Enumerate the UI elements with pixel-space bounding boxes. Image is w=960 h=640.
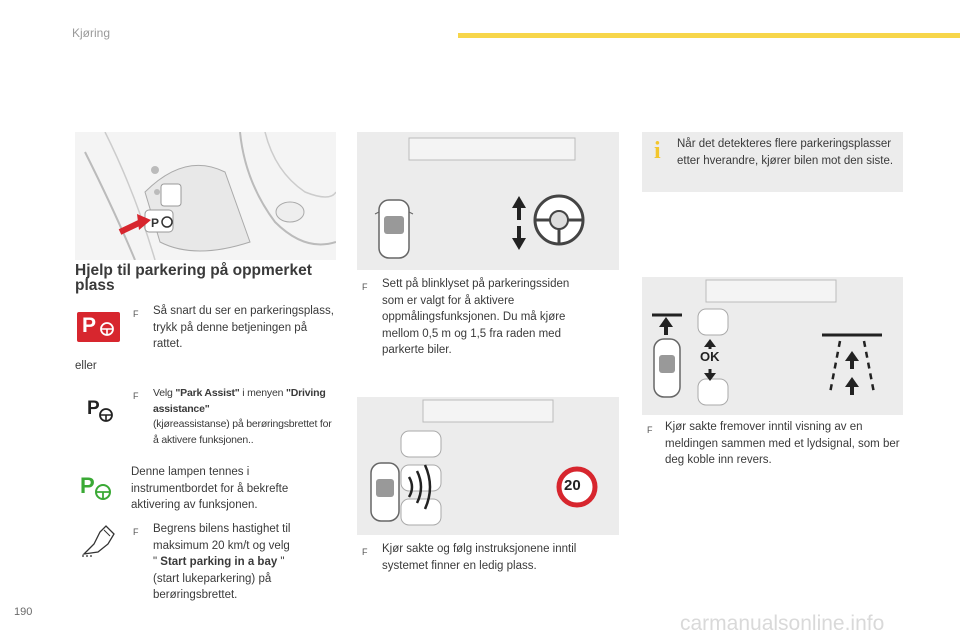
bullet-icon: F bbox=[362, 282, 368, 292]
park-letter: P bbox=[80, 473, 95, 498]
speed-sign-label: 20 bbox=[564, 477, 581, 494]
col2-step2: Kjør sakte og følg instruksjonene inntil systemet finner en ledig plass. bbox=[382, 543, 577, 572]
car-icon bbox=[375, 200, 413, 258]
footer-watermark: carmanualsonline.info bbox=[680, 612, 885, 635]
svg-text:P: P bbox=[151, 216, 160, 230]
park-letter: P bbox=[87, 398, 100, 419]
info-icon: i bbox=[654, 138, 661, 164]
col1-step2: Velg "Park Assist" i menyen "Driving assistance" (kjøreassistanse) på berøringsbrettet for å aktivere funksjonen.. bbox=[153, 387, 332, 446]
info-box bbox=[642, 132, 903, 192]
col1-step3: Begrens bilens hastighet til maksimum 20 km/t og velg " Start parking in a bay " (start lukeparkering) på berøringsbrettet. bbox=[153, 523, 291, 601]
section-header: Kjøring bbox=[72, 26, 111, 40]
bullet-icon: F bbox=[133, 527, 139, 537]
bullet-icon: F bbox=[647, 425, 653, 435]
or-label: eller bbox=[75, 360, 97, 372]
header-accent-bar bbox=[458, 33, 960, 38]
page-number: 190 bbox=[14, 606, 33, 618]
figure-steering-control bbox=[75, 132, 336, 260]
bullet-icon: F bbox=[362, 547, 368, 557]
ok-label: OK bbox=[700, 349, 720, 364]
figure-indicator-steering bbox=[357, 132, 619, 270]
bullet-icon: F bbox=[133, 309, 139, 319]
park-letter: P bbox=[82, 314, 97, 337]
park-icon-dark bbox=[87, 398, 117, 424]
green-park-lamp-icon bbox=[80, 473, 120, 503]
col3-step1: Kjør sakte fremover inntil visning av en meldingen sammen med et lydsignal, som ber deg koble inn revers. bbox=[665, 421, 900, 466]
park-button-icon bbox=[77, 312, 120, 342]
lamp-text: Denne lampen tennes i instrumentbordet for å bekrefte aktivering av funksjonen. bbox=[131, 466, 289, 511]
figure-ok-signal bbox=[642, 277, 903, 415]
bullet-icon: F bbox=[133, 391, 139, 401]
col1-step1: Så snart du ser en parkeringsplass, trykk på denne betjeningen på rattet. bbox=[153, 305, 334, 350]
col2-step1: Sett på blinklyset på parkeringssiden som er valgt for å aktivere oppmålingsfunksjonen. Du må kjøre mellom 0,5 m og 1,5 fra raden med parkerte biler. bbox=[382, 278, 570, 356]
touchscreen-hand-icon bbox=[80, 524, 120, 558]
figure-scan-speed bbox=[357, 397, 619, 535]
section-title: Hjelp til parkering på oppmerket plass bbox=[75, 262, 312, 294]
info-text: Når det detekteres flere parkeringsplasser etter hverandre, kjører bilen mot den siste. bbox=[677, 138, 894, 167]
